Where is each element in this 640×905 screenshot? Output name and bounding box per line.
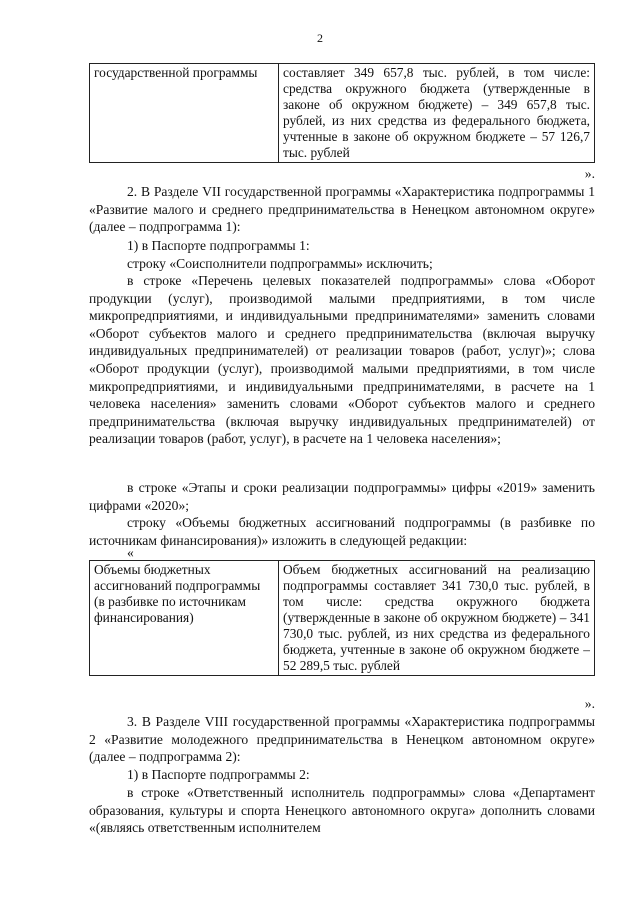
paragraph-coexecutors: строку «Соисполнители подпрограммы» исключить; (127, 256, 433, 271)
paragraph-passport-1: 1) в Паспорте подпрограммы 1: (127, 238, 310, 253)
page-number: 2 (317, 31, 323, 45)
closing-quote: ». (584, 696, 595, 711)
paragraph-passport-2: 1) в Паспорте подпрограммы 2: (127, 767, 310, 782)
paragraph-budget-volumes: строку «Объемы бюджетных ассигнований подпрограммы (в разбивке по источникам финансирования)» изложить в следующей редакции: (89, 515, 595, 548)
table-cell-label: Объемы бюджетных ассигнований подпрограммы (в разбивке по источникам финансирования) (90, 561, 279, 676)
table-cell-value: составляет 349 657,8 тыс. рублей, в том числе: средства окружного бюджета (утвержденные в законе об окружном бюджете) – 349 657,8 тыс. рублей, из них средства из федерального бюджета, учтенные в законе об окружном бюджете – 57 126,7 тыс. рублей (279, 64, 595, 163)
paragraph-indicators: в строке «Перечень целевых показателей подпрограммы» слова «Оборот продукции (услуг), производимой малыми предприятиями, в том числе микропредприятиями, и индивидуальными предпринимателями» заменить словами «Оборот субъектов малого и среднего предпринимательства (включая выручку индивидуальных предпринимателей) от реализации товаров (работ, услуг)»; слова «Оборот продукции (услуг), производимой малыми предприятиями, в том числе микропредприятиями, и индивидуальными предпринимателями, в расчете на 1 человека населения» заменить словами «Оборот субъектов малого и среднего предпринимательства (включая выручку индивидуальных предпринимателей) от реализации товаров (работ, услуг), в расчете на 1 человека населения»; (89, 273, 595, 447)
budget-table (89, 560, 595, 676)
table-cell-label: государственной программы (90, 64, 279, 163)
paragraph-section-8: 3. В Разделе VIII государственной программы «Характеристика подпрограммы 2 «Развитие молодежного предпринимательства в Ненецком автономном округе» (далее – подпрограмма 2): (89, 714, 595, 765)
table-row (90, 64, 595, 163)
table-cell-value: Объем бюджетных ассигнований на реализацию подпрограммы составляет 341 730,0 тыс. рублей, в том числе: средства окружного бюджета (утвержденные в законе об окружном бюджете) – 341 730,0 тыс. рублей, из них средства из федерального бюджета, учтенные в законе об окружном бюджете – 52 289,5 тыс. рублей (279, 561, 595, 676)
paragraph-section-7: 2. В Разделе VII государственной программы «Характеристика подпрограммы 1 «Развитие малого и среднего предпринимательства в Ненецком автономном округе» (далее – подпрограмма 1): (89, 184, 595, 235)
opening-quote: « (127, 545, 134, 560)
table-row (90, 561, 595, 676)
paragraph-responsible: в строке «Ответственный исполнитель подпрограммы» слова «Департамент образования, культуры и спорта Ненецкого автономного округа» дополнить словами «(являясь ответственным исполнителем (89, 785, 595, 836)
paragraph-stages: в строке «Этапы и сроки реализации подпрограммы» цифры «2019» заменить цифрами «2020»; (89, 480, 595, 513)
closing-quote: ». (584, 166, 595, 181)
passport-table-fragment (89, 63, 595, 163)
